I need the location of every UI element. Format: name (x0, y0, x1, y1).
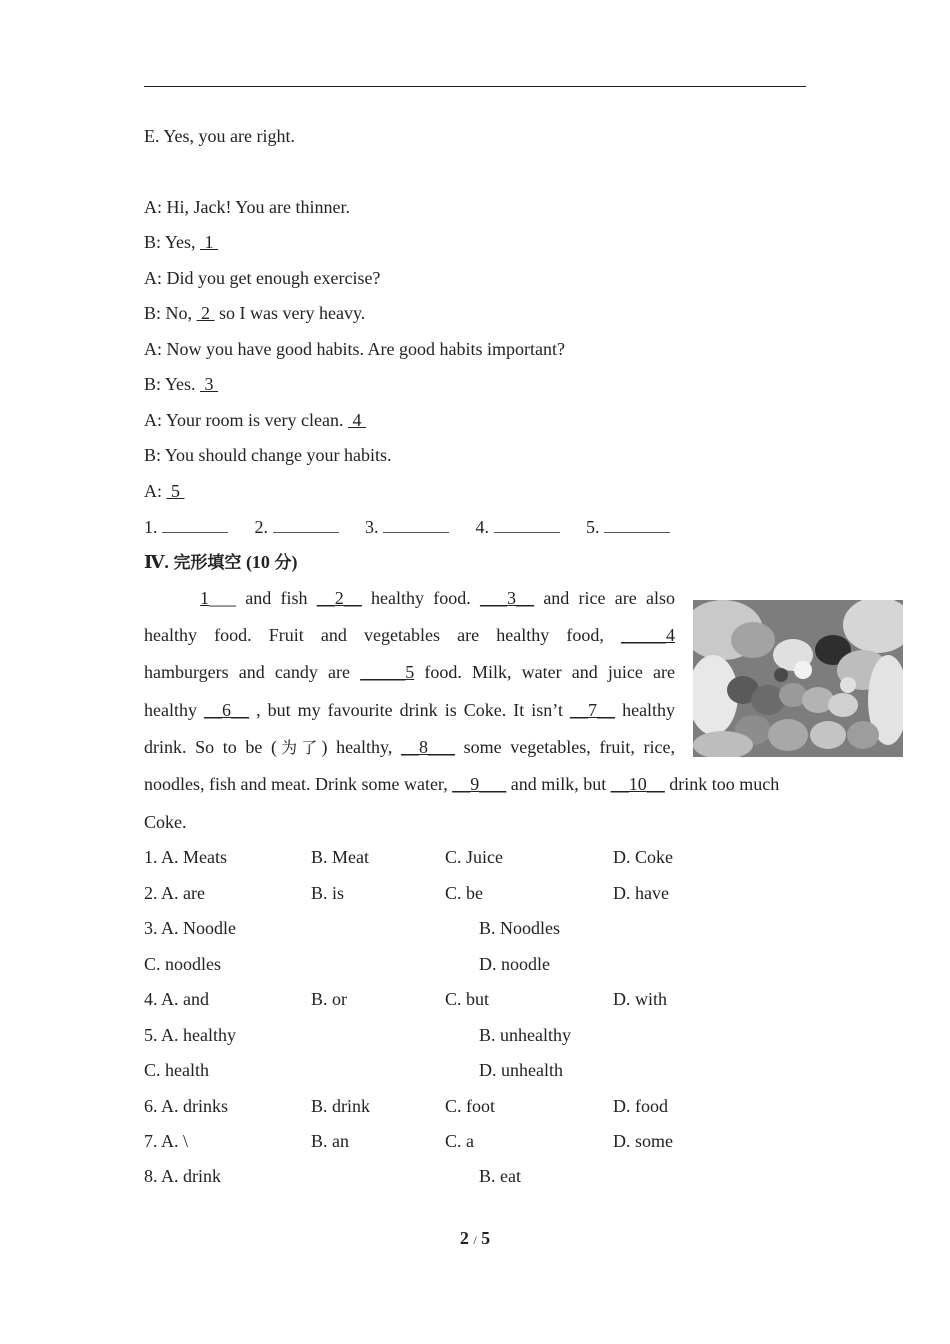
blank-4: 4 (347, 410, 366, 430)
option-1b: B. Meat (311, 847, 369, 867)
section-title: Ⅳ. 完形填空 (10 分) (144, 552, 298, 573)
answer-blank[interactable] (604, 516, 670, 533)
blank-5: 5 (166, 481, 185, 501)
option-5a: 5. A. healthy (144, 1025, 236, 1045)
dialogue-line-3: A: Did you get enough exercise? (144, 268, 381, 288)
option-6a: 6. A. drinks (144, 1096, 229, 1116)
answer-3: 3. (365, 517, 449, 537)
dialogue-line-1: A: Hi, Jack! You are thinner. (144, 197, 350, 217)
option-6b: B. drink (311, 1096, 371, 1116)
passage-line-2: healthy food. Fruit and vegetables are healthy food, _____4 (144, 625, 675, 645)
page-number: 2 / 5 (459, 1228, 491, 1248)
option-3a: 3. A. Noodle (144, 918, 236, 938)
passage-blank-10: 10 (628, 774, 647, 794)
passage-blank-2: 2 (334, 588, 344, 608)
answer-blank[interactable] (273, 516, 339, 533)
dialogue-line-8: B: You should change your habits. (144, 445, 392, 465)
vegetables-photo (693, 600, 903, 757)
option-2a: 2. A. are (144, 883, 205, 903)
answer-1: 1. (144, 517, 228, 537)
option-5d: D. unhealth (479, 1060, 563, 1080)
option-8b: B. eat (479, 1166, 521, 1186)
passage-blank-3: 3 (507, 588, 517, 608)
option-6d: D. food (613, 1096, 668, 1116)
passage-blank-4: 4 (666, 625, 675, 645)
option-1a: 1. A. Meats (144, 847, 227, 867)
option-7a: 7. A. \ (144, 1131, 189, 1151)
option-7d: D. some (613, 1131, 673, 1151)
dialogue-line-4: B: No, 2 so I was very heavy. (144, 303, 366, 323)
option-4c: C. but (445, 989, 490, 1009)
passage-blank-1: 1 (200, 588, 209, 608)
option-5c: C. health (144, 1060, 209, 1080)
option-4d: D. with (613, 989, 667, 1009)
dialogue-line-5: A: Now you have good habits. Are good habits important? (144, 339, 565, 359)
option-5b: B. unhealthy (479, 1025, 571, 1045)
passage-blank-8: 8 (419, 737, 429, 757)
option-4b: B. or (311, 989, 347, 1009)
answer-blank[interactable] (383, 516, 449, 533)
passage-blank-9: 9 (470, 774, 480, 794)
passage-line-7: Coke. (144, 812, 187, 832)
option-6c: C. foot (445, 1096, 496, 1116)
option-3d: D. noodle (479, 954, 550, 974)
answer-2: 2. (255, 517, 339, 537)
passage-line-5: drink. So to be (为了) healthy, __8___ some vegetables, fruit, rice, (144, 737, 675, 757)
option-2c: C. be (445, 883, 483, 903)
option-1c: C. Juice (445, 847, 503, 867)
passage-line-4: healthy __6__ , but my favourite drink is Coke. It isn’t __7__ healthy (144, 700, 676, 720)
option-2b: B. is (311, 883, 345, 903)
option-4a: 4. A. and (144, 989, 209, 1009)
passage-blank-6: 6 (222, 700, 232, 720)
passage-line-6: noodles, fish and meat. Drink some water, __9___ and milk, but __10__ drink too much (144, 774, 780, 794)
dialogue-line-7: A: Your room is very clean. 4 (144, 410, 366, 430)
passage-line-1: 1___ and fish __2__ healthy food. ___3__ and rice are also (200, 588, 676, 608)
answer-5: 5. (586, 517, 670, 537)
blank-3: 3 (200, 374, 219, 394)
option-e: E. Yes, you are right. (144, 126, 295, 146)
option-7b: B. an (311, 1131, 349, 1151)
option-2d: D. have (613, 883, 669, 903)
dialogue-line-2: B: Yes, 1 (144, 232, 219, 252)
answer-row (144, 515, 692, 539)
top-rule (144, 86, 806, 87)
dialogue-line-6: B: Yes. 3 (144, 374, 219, 394)
passage-blank-5: 5 (405, 662, 415, 682)
option-1d: D. Coke (613, 847, 673, 867)
answer-4: 4. (476, 517, 560, 537)
blank-2: 2 (196, 303, 215, 323)
option-7c: C. a (445, 1131, 474, 1151)
passage-line-3: hamburgers and candy are _____5 food. Milk, water and juice are (144, 662, 676, 682)
passage-blank-7: 7 (588, 700, 598, 720)
answer-blank[interactable] (494, 516, 560, 533)
dialogue-line-9: A: 5 (144, 481, 185, 501)
option-8a: 8. A. drink (144, 1166, 222, 1186)
answer-blank[interactable] (162, 516, 228, 533)
option-3b: B. Noodles (479, 918, 560, 938)
option-3c: C. noodles (144, 954, 222, 974)
blank-1: 1 (200, 232, 219, 252)
